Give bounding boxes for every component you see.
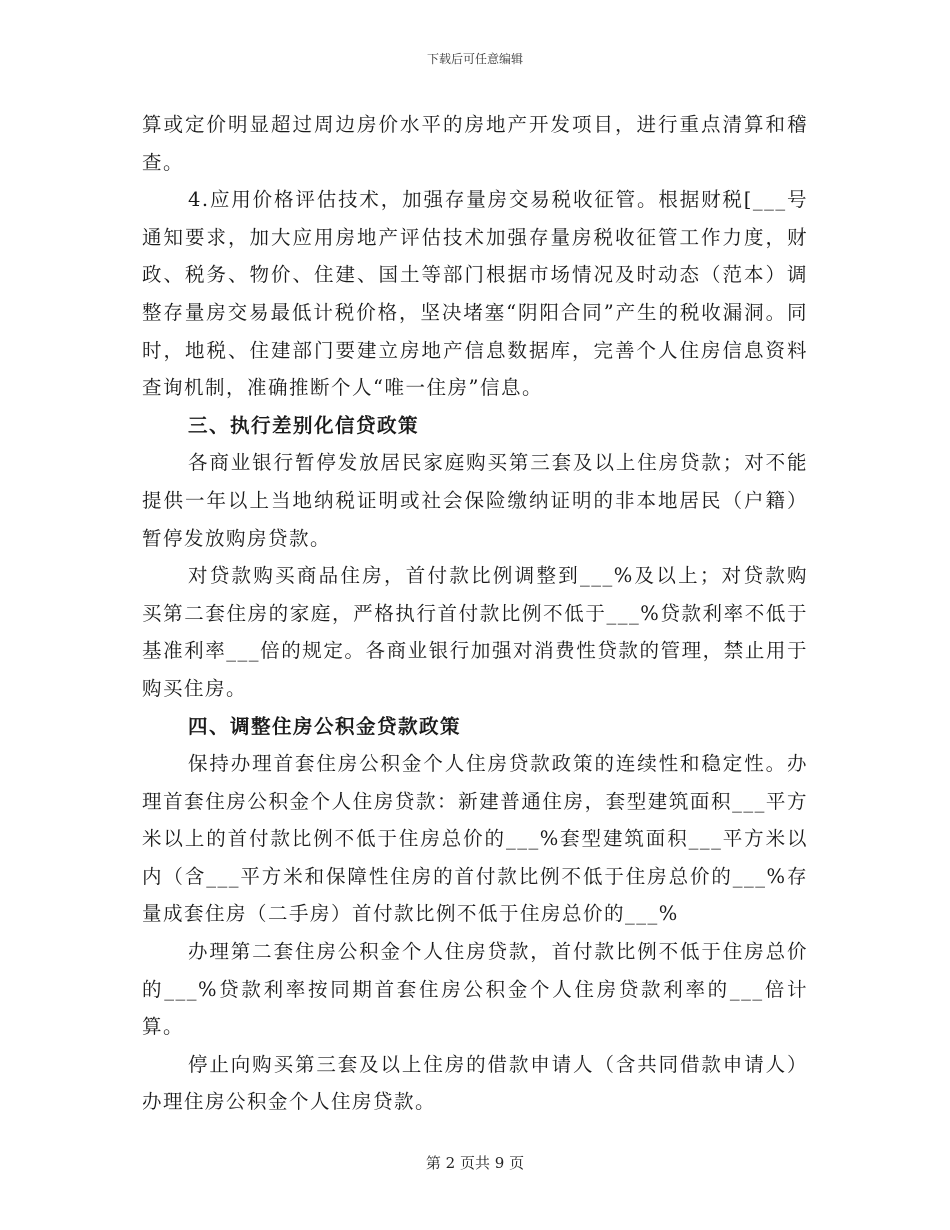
paragraph: 保持办理首套住房公积金个人住房贷款政策的连续性和稳定性。办理首套住房公积金个人住房贷款：新建普通住房，套型建筑面积___平方米以上的首付款比例不低于住房总价的___%套型建筑面积___平方米以内（含___平方米和保障性住房的首付款比例不低于住房总价的___%存量成套住房（二手房）首付款比例不低于住房总价的___% [142, 752, 808, 926]
section-heading: 三、执行差别化信贷政策 [188, 413, 420, 437]
paragraph: 算或定价明显超过周边房价水平的房地产开发项目，进行重点清算和稽查。 [142, 113, 808, 174]
document-body [142, 106, 808, 1121]
section-heading: 四、调整住房公积金贷款政策 [188, 714, 462, 738]
paragraph: 办理第二套住房公积金个人住房贷款，首付款比例不低于住房总价的___%贷款利率按同期首套住房公积金个人住房贷款利率的___倍计算。 [142, 940, 808, 1039]
paragraph: 对贷款购买商品住房，首付款比例调整到___%及以上；对贷款购买第二套住房的家庭，严格执行首付款比例不低于___%贷款利率不低于基准利率___倍的规定。各商业银行加强对消费性贷款的管理，禁止用于购买住房。 [142, 564, 808, 700]
paragraph: 各商业银行暂停发放居民家庭购买第三套及以上住房贷款；对不能提供一年以上当地纳税证明或社会保险缴纳证明的非本地居民（户籍）暂停发放购房贷款。 [142, 451, 808, 550]
page-header: 下载后可任意编辑 [426, 52, 523, 66]
page-footer: 第 2 页共 9 页 [425, 1154, 525, 1172]
paragraph: 4.应用价格评估技术，加强存量房交易税收征管。根据财税[___号通知要求，加大应用房地产评估技术加强存量房税收征管工作力度，财政、税务、物价、住建、国土等部门根据市场情况及时动态（范本）调整存量房交易最低计税价格，坚决堵塞“阴阳合同”产生的税收漏洞。同时，地税、住建部门要建立房地产信息数据库，完善个人住房信息资料查询机制，准确推断个人“唯一住房”信息。 [142, 188, 808, 400]
paragraph: 停止向购买第三套及以上住房的借款申请人（含共同借款申请人）办理住房公积金个人住房贷款。 [142, 1052, 808, 1114]
